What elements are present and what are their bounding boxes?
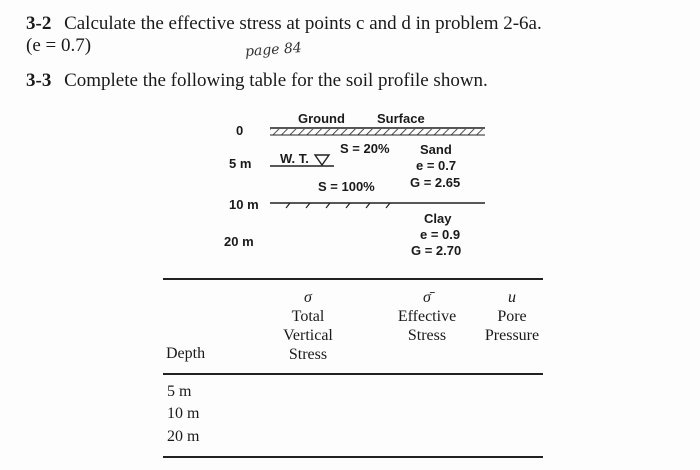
col-pore-line2: Pressure <box>484 327 540 344</box>
depth-label-5m: 5 m <box>229 156 252 171</box>
col-total-line1: Total <box>291 308 325 325</box>
ground-hatch <box>270 129 485 135</box>
col-pore-line1: Pore <box>497 308 527 325</box>
problem-3-2-number: 3-2 <box>26 13 52 34</box>
depth-label-20m: 20 m <box>224 234 254 249</box>
table-bottom-rule <box>163 456 543 458</box>
col-effective-line2: Stress <box>407 327 447 344</box>
ground-label: Ground <box>298 111 345 126</box>
depth-label-10m: 10 m <box>229 197 259 212</box>
sand-e-value: e = 0.7 <box>416 158 457 173</box>
col-pore-pressure-header <box>474 288 550 345</box>
handwritten-note: page 84 <box>244 40 303 60</box>
col-effective-line1: Effective <box>397 308 457 325</box>
sand-label: Sand <box>420 142 452 157</box>
table-row-depth: 20 m <box>167 428 200 445</box>
col-effective-symbol: σ̄ <box>423 289 431 306</box>
water-table-triangle <box>315 155 329 165</box>
col-effective-stress-header <box>382 288 472 345</box>
col-total-symbol: σ <box>304 289 312 306</box>
col-total-line2: Vertical <box>283 327 333 344</box>
clay-g-value: G = 2.70 <box>411 243 462 258</box>
clay-label: Clay <box>424 211 452 226</box>
table-row-depth: 5 m <box>167 383 192 400</box>
saturation-20-label: S = 20% <box>340 141 390 156</box>
saturation-100-label: S = 100% <box>318 179 375 194</box>
table-header-rule <box>163 373 543 375</box>
sand-g-value: G = 2.65 <box>410 175 461 190</box>
table-row-depth: 10 m <box>167 405 200 422</box>
depth-column-header: Depth <box>166 345 206 362</box>
surface-label: Surface <box>377 111 425 126</box>
col-total-line3: Stress <box>288 346 328 363</box>
col-total-stress-header <box>268 288 348 364</box>
clay-e-value: e = 0.9 <box>420 227 461 242</box>
table-top-rule <box>163 278 543 280</box>
problem-3-2-param: (e = 0.7) <box>26 35 92 56</box>
depth-label-0: 0 <box>236 123 244 138</box>
problem-3-3-text: Complete the following table for the soil profile shown. <box>64 70 488 91</box>
col-pore-symbol: u <box>508 289 516 306</box>
problem-3-2-text: Calculate the effective stress at points c and d in problem 2-6a. <box>64 13 542 34</box>
water-table-label: W. T. <box>280 151 309 166</box>
problem-3-3-number: 3-3 <box>26 70 52 91</box>
